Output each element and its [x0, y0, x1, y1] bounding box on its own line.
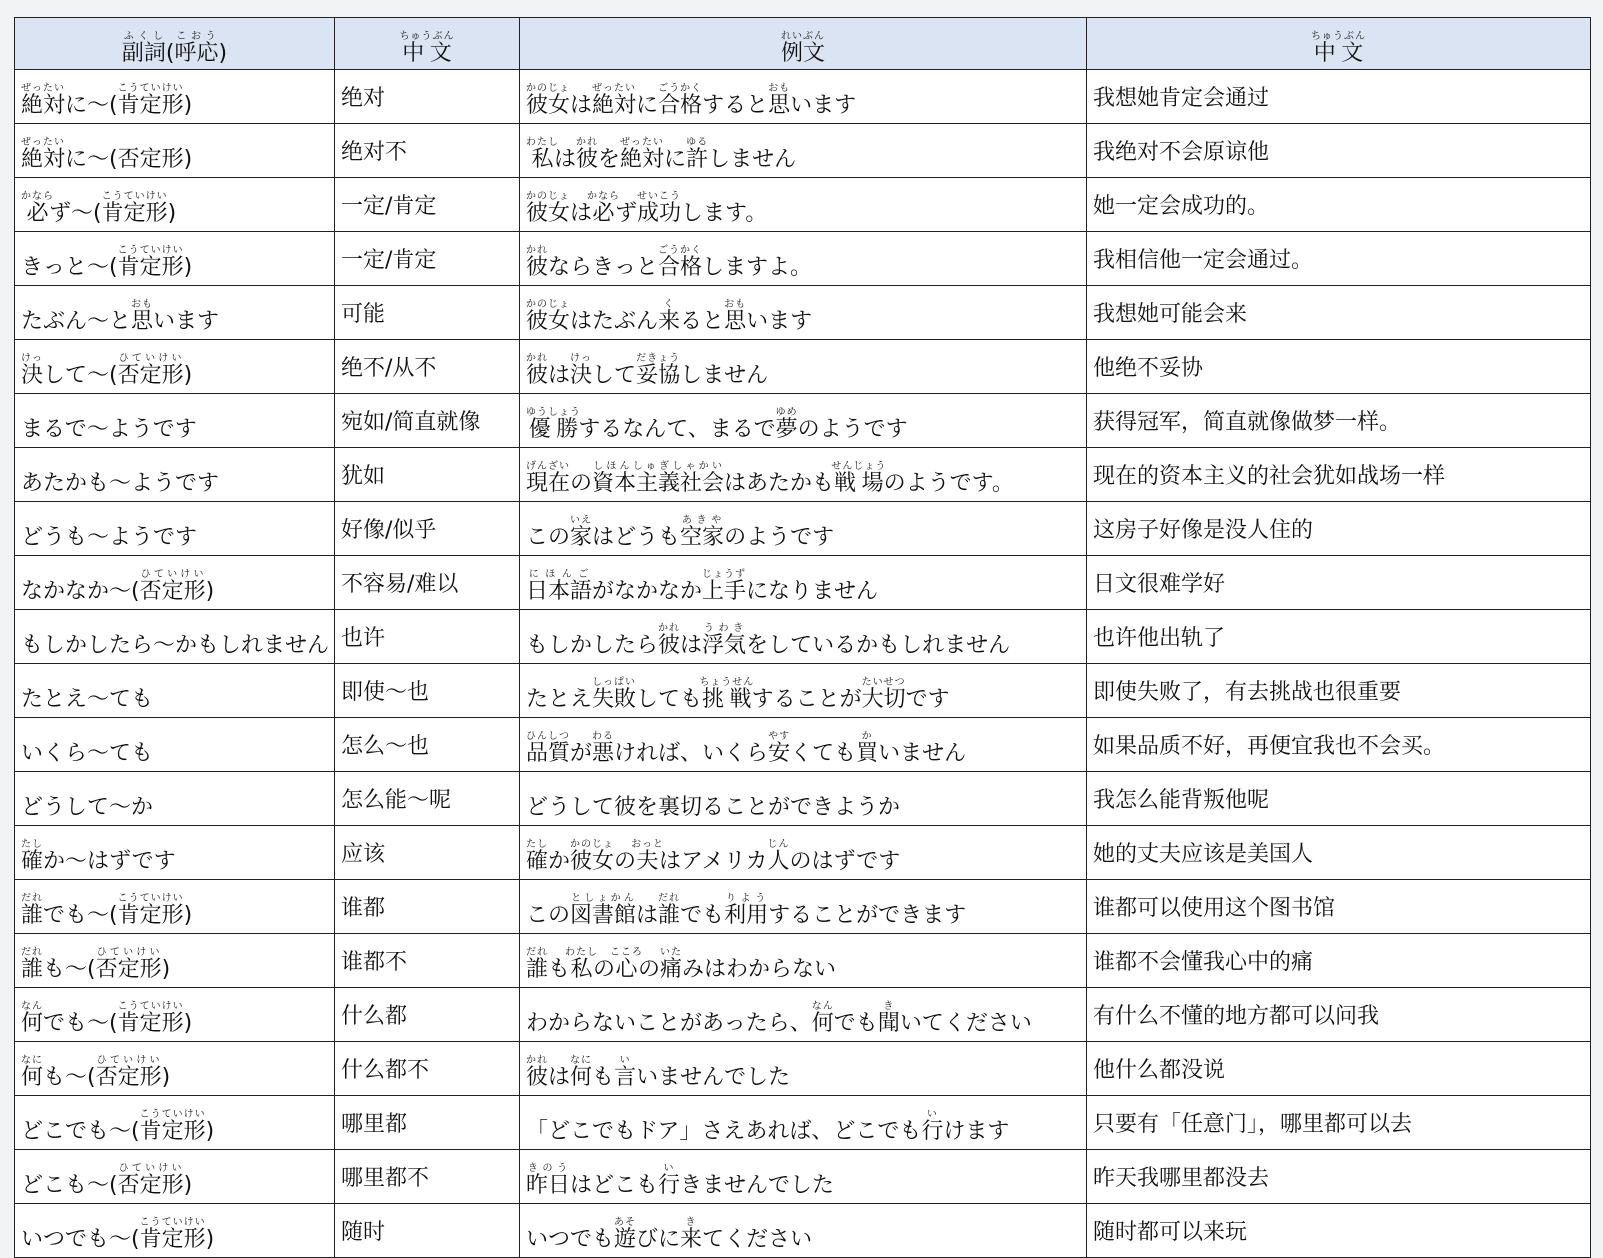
example-cell: 日本語にほんごがなかなか上手じょうずになりません: [520, 556, 1087, 610]
furigana-reading: じょうず: [702, 569, 747, 580]
furigana-word: 空家あきや: [680, 515, 725, 550]
furigana-reading: かのじょ: [526, 83, 571, 94]
furigana-reading: わたし: [526, 137, 559, 148]
furigana-reading: こうていけい: [139, 1109, 206, 1120]
furigana-word: 許ゆる: [686, 137, 709, 172]
furigana-word: 彼女かのじょ: [526, 299, 571, 334]
furigana-reading: なに: [570, 1055, 593, 1066]
example-cell: 彼かれならきっと合格ごうかくしますよ。: [520, 232, 1087, 286]
furigana-reading: ひていけい: [95, 1055, 162, 1066]
adverb-cell: 誰だれも～(否定形ひていけい): [15, 934, 335, 988]
furigana-word: 何なん: [21, 1001, 44, 1036]
meaning-cell: 好像/似乎: [335, 502, 520, 556]
adverb-cell: たとえ～ても: [15, 664, 335, 718]
translation-cell: 他绝不妥协: [1087, 340, 1591, 394]
adverb-cell: どうして～か: [15, 772, 335, 826]
furigana-reading: ひていけい: [117, 353, 184, 364]
furigana-word: 確たし: [526, 839, 549, 874]
furigana-word: 成功せいこう: [637, 191, 682, 226]
furigana-reading: おも: [131, 299, 154, 310]
example-cell: 優勝ゆうしょうするなんて、まるで夢ゆめのようです: [520, 394, 1087, 448]
furigana-word: 否定形ひていけい: [117, 353, 184, 388]
furigana-reading: ゆめ: [775, 407, 798, 418]
furigana-word: 誰だれ: [658, 893, 681, 928]
furigana-word: 現在げんざい: [526, 461, 571, 496]
example-cell: 確たしか彼女かのじょの夫おっとはアメリカ人じんのはずです: [520, 826, 1087, 880]
furigana-reading: か: [856, 731, 879, 742]
furigana-word: 夢ゆめ: [775, 407, 798, 442]
furigana-word: 遊あそ: [614, 1217, 637, 1252]
furigana-reading: ごうかく: [658, 83, 703, 94]
furigana-word: 呼応こおう: [174, 31, 219, 66]
furigana-reading: い: [921, 1109, 944, 1120]
furigana-word: 妥協だきょう: [636, 353, 681, 388]
furigana-reading: い: [614, 1055, 637, 1066]
translation-cell: 她一定会成功的。: [1087, 178, 1591, 232]
table-row: [15, 610, 1591, 664]
adverb-cell: どこも～(否定形ひていけい): [15, 1150, 335, 1204]
header-example: [520, 18, 1087, 70]
furigana-reading: ちょうせん: [699, 677, 755, 688]
furigana-reading: かれ: [658, 623, 681, 634]
furigana-reading: だきょう: [636, 353, 681, 364]
furigana-reading: わたし: [565, 947, 599, 958]
furigana-word: 絶対ぜったい: [592, 83, 637, 118]
adverb-table: [14, 17, 1591, 1258]
furigana-reading: く: [658, 299, 681, 310]
meaning-cell: 怎么能～呢: [335, 772, 520, 826]
meaning-cell: 也许: [335, 610, 520, 664]
meaning-cell: 怎么～也: [335, 718, 520, 772]
furigana-word: 人じん: [767, 839, 790, 874]
furigana-word: 思おも: [131, 299, 154, 334]
adverb-cell: 絶対ぜったいに～(否定形): [15, 124, 335, 178]
header-adverb: 副詞ふくし(呼応こおう): [15, 18, 335, 70]
example-cell: 品質ひんしつが悪わるければ、いくら安やすくても買かいません: [520, 718, 1087, 772]
translation-cell: 日文很难学好: [1087, 556, 1591, 610]
furigana-word: 肯定形こうていけい: [117, 245, 184, 280]
table-row: [15, 232, 1591, 286]
adverb-cell: 何なんでも～(肯定形こうていけい): [15, 988, 335, 1042]
table-row: [15, 556, 1591, 610]
furigana-word: 中文ちゅうぶん: [1311, 31, 1366, 66]
furigana-word: 否定形ひていけい: [139, 569, 206, 604]
table-row: [15, 718, 1591, 772]
meaning-cell: 哪里都不: [335, 1150, 520, 1204]
furigana-word: 彼かれ: [576, 137, 599, 172]
furigana-word: 合格ごうかく: [658, 83, 703, 118]
furigana-reading: やす: [768, 731, 791, 742]
header-row: [15, 18, 1591, 70]
furigana-reading: こうていけい: [117, 83, 184, 94]
furigana-reading: かのじょ: [570, 839, 615, 850]
furigana-reading: わる: [592, 731, 615, 742]
furigana-reading: ごうかく: [658, 245, 703, 256]
furigana-reading: だれ: [658, 893, 681, 904]
furigana-word: 彼かれ: [526, 1055, 549, 1090]
furigana-word: 利用りよう: [724, 893, 769, 928]
example-cell: 彼女かのじょは必かならず成功せいこうします。: [520, 178, 1087, 232]
furigana-reading: けっ: [21, 353, 44, 364]
furigana-reading: ゆる: [686, 137, 709, 148]
furigana-word: 優勝ゆうしょう: [526, 407, 581, 442]
furigana-word: 絶対ぜったい: [620, 137, 665, 172]
adverb-cell: どうも～ようです: [15, 502, 335, 556]
furigana-word: 否定形ひていけい: [95, 947, 162, 982]
example-cell: 私わたしは彼かれを絶対ぜったいに許ゆるしません: [520, 124, 1087, 178]
example-cell: どうして彼を裏切ることができようか: [520, 772, 1087, 826]
table-row: [15, 1096, 1591, 1150]
furigana-reading: たいせつ: [861, 677, 906, 688]
meaning-cell: 可能: [335, 286, 520, 340]
meaning-cell: 应该: [335, 826, 520, 880]
furigana-reading: ふくし: [121, 31, 166, 42]
furigana-word: 安やす: [768, 731, 791, 766]
furigana-reading: かれ: [526, 1055, 549, 1066]
furigana-reading: こうていけい: [101, 191, 168, 202]
furigana-reading: ぜったい: [592, 83, 637, 94]
adverb-cell: いくら～ても: [15, 718, 335, 772]
furigana-word: 彼かれ: [526, 353, 549, 388]
furigana-reading: い: [658, 1163, 681, 1174]
translation-cell: 这房子好像是没人住的: [1087, 502, 1591, 556]
translation-cell: 我想她肯定会通过: [1087, 70, 1591, 124]
adverb-cell: 絶対ぜったいに～(肯定形こうていけい): [15, 70, 335, 124]
furigana-reading: ぜったい: [21, 137, 65, 148]
translation-cell: 他什么都没说: [1087, 1042, 1591, 1096]
furigana-word: 肯定形こうていけい: [139, 1109, 206, 1144]
furigana-word: 確たし: [21, 839, 44, 874]
furigana-reading: ひていけい: [117, 1163, 184, 1174]
furigana-word: 私わたし: [526, 137, 559, 172]
furigana-reading: こうていけい: [117, 1001, 184, 1012]
adverb-cell: 何なにも～(否定形ひていけい): [15, 1042, 335, 1096]
furigana-reading: にほんご: [526, 569, 593, 580]
furigana-word: 行い: [921, 1109, 944, 1144]
furigana-word: 家いえ: [570, 515, 593, 550]
furigana-reading: こうていけい: [139, 1217, 206, 1228]
adverb-cell: 必かならず～(肯定形こうていけい): [15, 178, 335, 232]
furigana-reading: かれ: [526, 245, 549, 256]
furigana-reading: しほんしゅぎしゃかい: [592, 461, 725, 472]
adverb-cell: あたかも～ようです: [15, 448, 335, 502]
example-cell: この家いえはどうも空家あきやのようです: [520, 502, 1087, 556]
furigana-reading: うわき: [702, 623, 747, 634]
furigana-reading: ゆうしょう: [526, 407, 581, 418]
example-cell: わからないことがあったら、何なんでも聞きいてください: [520, 988, 1087, 1042]
furigana-reading: あそ: [614, 1217, 637, 1228]
furigana-reading: き: [680, 1217, 703, 1228]
translation-cell: 有什么不懂的地方都可以问我: [1087, 988, 1591, 1042]
furigana-word: 彼女かのじょ: [570, 839, 615, 874]
table-row: [15, 502, 1591, 556]
furigana-reading: ちゅうぶん: [399, 31, 455, 42]
translation-cell: 我绝对不会原谅他: [1087, 124, 1591, 178]
meaning-cell: 不容易/难以: [335, 556, 520, 610]
furigana-word: 思おも: [724, 299, 747, 334]
furigana-reading: きのう: [526, 1163, 570, 1174]
furigana-reading: いえ: [570, 515, 593, 526]
meaning-cell: 随时: [335, 1204, 520, 1258]
meaning-cell: 什么都: [335, 988, 520, 1042]
adverb-cell: 誰だれでも～(肯定形こうていけい): [15, 880, 335, 934]
furigana-reading: き: [877, 1001, 900, 1012]
table-row: [15, 988, 1591, 1042]
translation-cell: 我相信他一定会通过。: [1087, 232, 1591, 286]
example-cell: 彼女かのじょはたぶん来くると思おもいます: [520, 286, 1087, 340]
furigana-reading: たし: [526, 839, 549, 850]
header-meaning: [335, 18, 520, 70]
furigana-word: 資本主義社会しほんしゅぎしゃかい: [592, 461, 725, 496]
furigana-reading: じん: [767, 839, 790, 850]
furigana-reading: せいこう: [637, 191, 682, 202]
furigana-word: 中文ちゅうぶん: [399, 31, 455, 66]
furigana-word: 彼かれ: [658, 623, 681, 658]
furigana-reading: ぜったい: [21, 83, 65, 94]
translation-cell: 也许他出轨了: [1087, 610, 1591, 664]
furigana-reading: ちゅうぶん: [1311, 31, 1366, 42]
table-row: [15, 340, 1591, 394]
furigana-reading: れいぶん: [780, 31, 825, 42]
furigana-word: 聞き: [877, 1001, 900, 1036]
example-cell: 彼女かのじょは絶対ぜったいに合格ごうかくすると思おもいます: [520, 70, 1087, 124]
adverb-cell: 確たしか～はずです: [15, 826, 335, 880]
meaning-cell: 即使～也: [335, 664, 520, 718]
furigana-word: 図書館としょかん: [570, 893, 637, 928]
translation-cell: 现在的资本主义的社会犹如战场一样: [1087, 448, 1591, 502]
table-row: [15, 178, 1591, 232]
furigana-reading: ぜったい: [620, 137, 665, 148]
translation-cell: 她的丈夫应该是美国人: [1087, 826, 1591, 880]
furigana-reading: ひていけい: [95, 947, 162, 958]
furigana-reading: あきや: [680, 515, 725, 526]
furigana-word: 否定形ひていけい: [95, 1055, 162, 1090]
furigana-reading: ひていけい: [139, 569, 206, 580]
furigana-word: 上手じょうず: [702, 569, 747, 604]
table-row: [15, 772, 1591, 826]
furigana-word: 彼かれ: [526, 245, 549, 280]
furigana-word: 痛いた: [660, 947, 683, 982]
furigana-word: 悪わる: [592, 731, 615, 766]
table-row: [15, 286, 1591, 340]
furigana-word: 行い: [658, 1163, 681, 1198]
furigana-word: 必かなら: [587, 191, 621, 226]
furigana-reading: たし: [21, 839, 44, 850]
furigana-reading: こうていけい: [117, 245, 184, 256]
furigana-word: 誰だれ: [21, 893, 44, 928]
furigana-word: 昨日きのう: [526, 1163, 571, 1198]
furigana-word: 決けっ: [570, 353, 593, 388]
furigana-reading: かれ: [526, 353, 549, 364]
meaning-cell: 绝对不: [335, 124, 520, 178]
furigana-word: 心こころ: [610, 947, 644, 982]
meaning-cell: 一定/肯定: [335, 178, 520, 232]
example-cell: 彼かれは決けっして妥協だきょうしません: [520, 340, 1087, 394]
adverb-cell: たぶん～と思おもいます: [15, 286, 335, 340]
furigana-word: 肯定形こうていけい: [101, 191, 168, 226]
table-header: [15, 18, 1591, 70]
furigana-word: 思おも: [768, 83, 791, 118]
furigana-word: 合格ごうかく: [658, 245, 703, 280]
translation-cell: 只要有「任意门」，哪里都可以去: [1087, 1096, 1591, 1150]
furigana-reading: おっと: [631, 839, 665, 850]
furigana-word: 来く: [658, 299, 681, 334]
meaning-cell: 一定/肯定: [335, 232, 520, 286]
example-cell: たとえ失敗しっぱいしても挑戦ちょうせんすることが大切たいせつです: [520, 664, 1087, 718]
furigana-word: 肯定形こうていけい: [117, 83, 184, 118]
meaning-cell: 宛如/简直就像: [335, 394, 520, 448]
furigana-word: 絶対ぜったい: [21, 83, 66, 118]
furigana-reading: おも: [724, 299, 747, 310]
furigana-reading: かれ: [576, 137, 599, 148]
table-row: [15, 124, 1591, 178]
translation-cell: 我想她可能会来: [1087, 286, 1591, 340]
furigana-reading: かなら: [21, 191, 54, 202]
furigana-word: 肯定形こうていけい: [117, 1001, 184, 1036]
furigana-reading: せんじょう: [831, 461, 887, 472]
furigana-reading: かのじょ: [526, 191, 571, 202]
furigana-reading: げんざい: [526, 461, 571, 472]
furigana-word: 肯定形こうていけい: [117, 893, 184, 928]
translation-cell: 昨天我哪里都没去: [1087, 1150, 1591, 1204]
furigana-word: 誰だれ: [526, 947, 549, 982]
furigana-reading: しっぱい: [592, 677, 637, 688]
table-row: [15, 448, 1591, 502]
example-cell: 現在げんざいの資本主義社会しほんしゅぎしゃかいはあたかも戦場せんじょうのようです。: [520, 448, 1087, 502]
furigana-word: 何なに: [21, 1055, 44, 1090]
furigana-reading: だれ: [21, 947, 44, 958]
translation-cell: 如果品质不好，再便宜我也不会买。: [1087, 718, 1591, 772]
furigana-reading: なん: [811, 1001, 834, 1012]
furigana-reading: だれ: [21, 893, 44, 904]
example-cell: いつでも遊あそびに来きてください: [520, 1204, 1087, 1258]
adverb-cell: きっと～(肯定形こうていけい): [15, 232, 335, 286]
adverb-cell: いつでも～(肯定形こうていけい): [15, 1204, 335, 1258]
furigana-word: 夫おっと: [631, 839, 665, 874]
table-row: [15, 880, 1591, 934]
table-row: [15, 934, 1591, 988]
furigana-word: 買か: [856, 731, 879, 766]
example-cell: 誰だれも私わたしの心こころの痛いたみはわからない: [520, 934, 1087, 988]
furigana-reading: かのじょ: [526, 299, 571, 310]
furigana-word: 決けっ: [21, 353, 44, 388]
furigana-word: 否定形ひていけい: [117, 1163, 184, 1198]
meaning-cell: 谁都: [335, 880, 520, 934]
furigana-reading: こおう: [174, 31, 219, 42]
furigana-word: 来き: [680, 1217, 703, 1252]
furigana-word: 肯定形こうていけい: [139, 1217, 206, 1252]
furigana-word: 挑戦ちょうせん: [699, 677, 755, 712]
adverb-cell: どこでも～(肯定形こうていけい): [15, 1096, 335, 1150]
furigana-reading: かなら: [587, 191, 621, 202]
furigana-word: 言い: [614, 1055, 637, 1090]
table-row: [15, 1042, 1591, 1096]
meaning-cell: 绝对: [335, 70, 520, 124]
furigana-reading: なん: [21, 1001, 44, 1012]
furigana-word: 彼女かのじょ: [526, 191, 571, 226]
table-row: [15, 1204, 1591, 1258]
adverb-cell: なかなか～(否定形ひていけい): [15, 556, 335, 610]
meaning-cell: 犹如: [335, 448, 520, 502]
furigana-word: 副詞ふくし: [121, 31, 166, 66]
table-row: [15, 394, 1591, 448]
furigana-reading: りよう: [724, 893, 769, 904]
furigana-word: 浮気うわき: [702, 623, 747, 658]
table-row: [15, 70, 1591, 124]
table-row: [15, 664, 1591, 718]
furigana-reading: いた: [660, 947, 683, 958]
adverb-cell: もしかしたら～かもしれません: [15, 610, 335, 664]
furigana-word: 何なん: [811, 1001, 834, 1036]
translation-cell: 我怎么能背叛他呢: [1087, 772, 1591, 826]
furigana-word: 私わたし: [565, 947, 599, 982]
adverb-cell: まるで～ようです: [15, 394, 335, 448]
meaning-cell: 绝不/从不: [335, 340, 520, 394]
furigana-reading: けっ: [570, 353, 593, 364]
furigana-word: 必かなら: [21, 191, 54, 226]
table-row: [15, 1150, 1591, 1204]
translation-cell: 获得冠军，简直就像做梦一样。: [1087, 394, 1591, 448]
furigana-word: 例文れいぶん: [780, 31, 825, 66]
furigana-word: 彼女かのじょ: [526, 83, 571, 118]
furigana-word: 戦場せんじょう: [831, 461, 887, 496]
furigana-reading: だれ: [526, 947, 549, 958]
translation-cell: 即使失败了，有去挑战也很重要: [1087, 664, 1591, 718]
furigana-word: 大切たいせつ: [861, 677, 906, 712]
example-cell: 昨日きのうはどこも行いきませんでした: [520, 1150, 1087, 1204]
furigana-reading: こうていけい: [117, 893, 184, 904]
furigana-word: 品質ひんしつ: [526, 731, 571, 766]
furigana-reading: こころ: [610, 947, 644, 958]
furigana-reading: なに: [21, 1055, 44, 1066]
example-cell: もしかしたら彼かれは浮気うわきをしているかもしれません: [520, 610, 1087, 664]
header-translation: [1087, 18, 1591, 70]
furigana-word: 絶対ぜったい: [21, 137, 66, 172]
table-body: [15, 70, 1591, 1258]
meaning-cell: 什么都不: [335, 1042, 520, 1096]
translation-cell: 谁都不会懂我心中的痛: [1087, 934, 1591, 988]
furigana-word: 日本語にほんご: [526, 569, 593, 604]
furigana-word: 何なに: [570, 1055, 593, 1090]
meaning-cell: 谁都不: [335, 934, 520, 988]
meaning-cell: 哪里都: [335, 1096, 520, 1150]
furigana-word: 失敗しっぱい: [592, 677, 637, 712]
example-cell: 「どこでもドア」さえあれば、どこでも行いけます: [520, 1096, 1087, 1150]
furigana-reading: としょかん: [570, 893, 637, 904]
example-cell: この図書館としょかんは誰だれでも利用りようすることができます: [520, 880, 1087, 934]
furigana-reading: おも: [768, 83, 791, 94]
furigana-reading: ひんしつ: [526, 731, 571, 742]
example-cell: 彼かれは何なにも言いいませんでした: [520, 1042, 1087, 1096]
adverb-cell: 決けっして～(否定形ひていけい): [15, 340, 335, 394]
table-row: [15, 826, 1591, 880]
furigana-word: 誰だれ: [21, 947, 44, 982]
translation-cell: 随时都可以来玩: [1087, 1204, 1591, 1258]
translation-cell: 谁都可以使用这个图书馆: [1087, 880, 1591, 934]
